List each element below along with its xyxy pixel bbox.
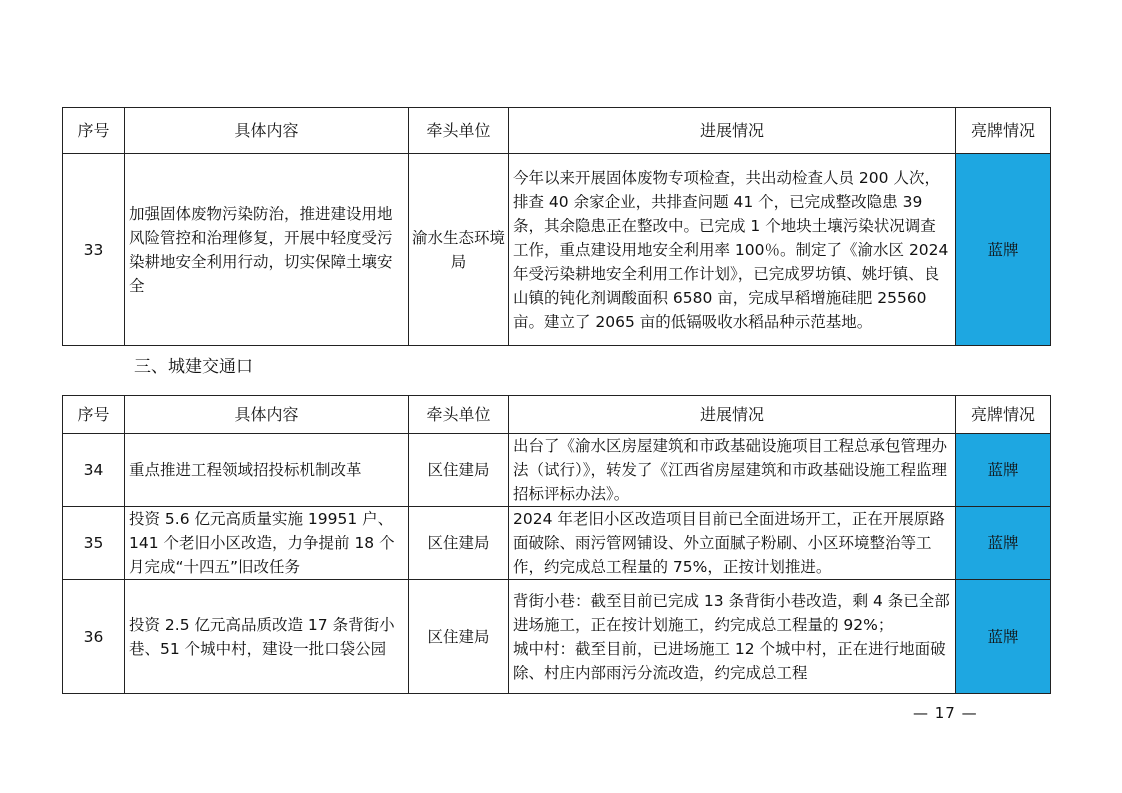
table-row xyxy=(63,434,1051,507)
status-badge: 蓝牌 xyxy=(956,507,1051,580)
row-content: 加强固体废物污染防治，推进建设用地风险管控和治理修复，开展中轻度受污染耕地安全利用行动，切实保障土壤安全 xyxy=(125,154,409,346)
header-status: 亮牌情况 xyxy=(956,108,1051,154)
row-number: 33 xyxy=(63,154,125,346)
table-header-row xyxy=(63,396,1051,434)
status-badge: 蓝牌 xyxy=(956,580,1051,694)
row-number: 35 xyxy=(63,507,125,580)
page-number: — 17 — xyxy=(913,704,978,722)
row-content: 投资 2.5 亿元高品质改造 17 条背街小巷、51 个城中村，建设一批口袋公园 xyxy=(125,580,409,694)
section-heading: 三、城建交通口 xyxy=(134,357,253,377)
row-progress: 2024 年老旧小区改造项目目前已全面进场开工，正在开展原路面破除、雨污管网铺设、外立面腻子粉刷、小区环境整治等工作，约完成总工程量的 75%，正按计划推进。 xyxy=(509,507,956,580)
table-row xyxy=(63,507,1051,580)
row-lead-unit: 区住建局 xyxy=(409,434,509,507)
header-status: 亮牌情况 xyxy=(956,396,1051,434)
status-badge: 蓝牌 xyxy=(956,154,1051,346)
row-progress: 背街小巷：截至目前已完成 13 条背街小巷改造，剩 4 条已全部进场施工，正在按计划施工，约完成总工程量的 92%； 城中村：截至目前，已进场施工 12 个城中村，正在进行地面破除、村庄内部雨污分流改造，约完成总工程 xyxy=(509,580,956,694)
row-content: 投资 5.6 亿元高质量实施 19951 户、141 个老旧小区改造，力争提前 18 个月完成“十四五”旧改任务 xyxy=(125,507,409,580)
row-progress: 出台了《渝水区房屋建筑和市政基础设施项目工程总承包管理办法（试行）》，转发了《江西省房屋建筑和市政基础设施工程监理招标评标办法》。 xyxy=(509,434,956,507)
row-progress: 今年以来开展固体废物专项检查，共出动检查人员 200 人次，排查 40 余家企业，共排查问题 41 个，已完成整改隐患 39 条，其余隐患正在整改中。已完成 1 个地块土壤污染状况调查工作，重点建设用地安全利用率 100％。制定了《渝水区 2024 年受污染耕地安全利用工作计划》，已完成罗坊镇、姚圩镇、良山镇的钝化剂调酸面积 6580 亩，完成早稻增施硅肥 25560 亩。建立了 2065 亩的低镉吸收水稻品种示范基地。 xyxy=(509,154,956,346)
status-badge: 蓝牌 xyxy=(956,434,1051,507)
header-no: 序号 xyxy=(63,396,125,434)
row-lead-unit: 区住建局 xyxy=(409,507,509,580)
table-row xyxy=(63,580,1051,694)
header-progress: 进展情况 xyxy=(509,108,956,154)
header-progress: 进展情况 xyxy=(509,396,956,434)
header-no: 序号 xyxy=(63,108,125,154)
row-content: 重点推进工程领域招投标机制改革 xyxy=(125,434,409,507)
table-urban-construction xyxy=(62,395,1051,694)
table-header-row xyxy=(63,108,1051,154)
header-content: 具体内容 xyxy=(125,396,409,434)
header-unit: 牵头单位 xyxy=(409,108,509,154)
table-row xyxy=(63,154,1051,346)
table-environment xyxy=(62,107,1051,346)
header-content: 具体内容 xyxy=(125,108,409,154)
row-lead-unit: 区住建局 xyxy=(409,580,509,694)
row-number: 34 xyxy=(63,434,125,507)
row-lead-unit: 渝水生态环境局 xyxy=(409,154,509,346)
header-unit: 牵头单位 xyxy=(409,396,509,434)
row-number: 36 xyxy=(63,580,125,694)
